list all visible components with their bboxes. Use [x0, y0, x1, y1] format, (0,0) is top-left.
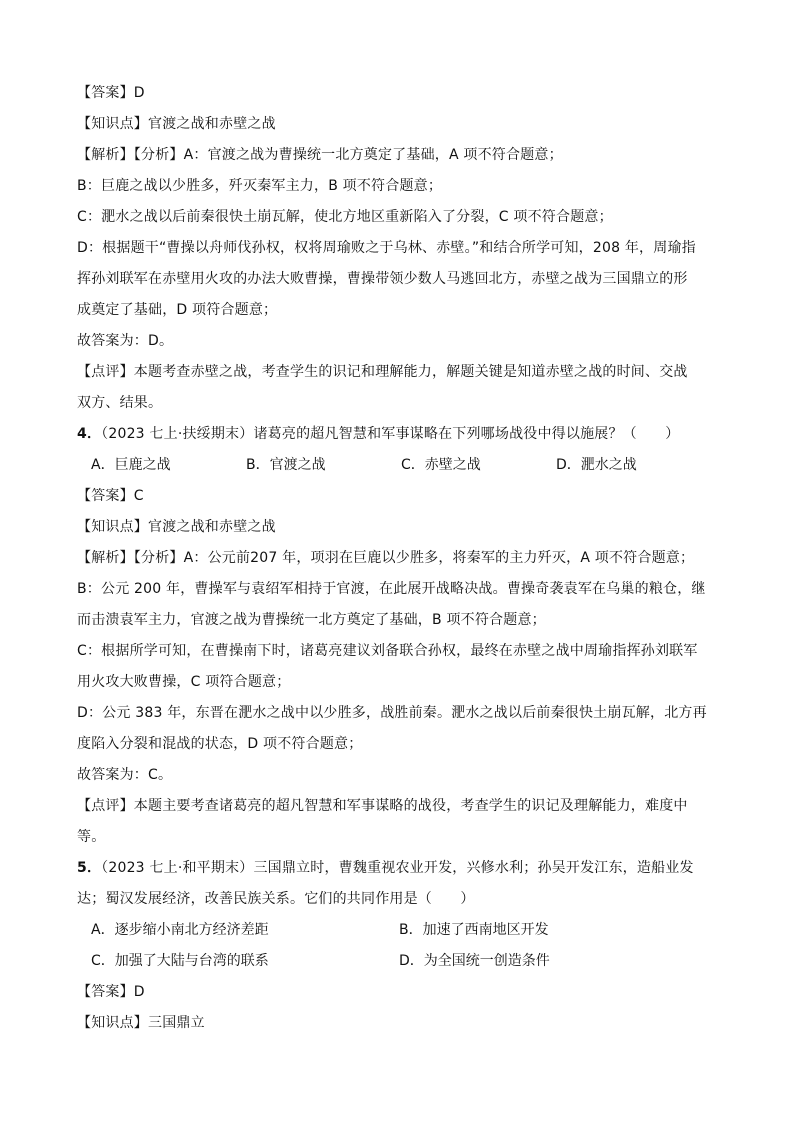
q4-analysis-b-line1: B：公元 200 年，曹操军与袁绍军相持于官渡，在此展开战略决战。曹操奇袭袁军在乌巢的粮仓，继: [77, 581, 706, 597]
q3-analysis-a: 【解析】【分析】A：官渡之战为曹操统一北方奠定了基础，A 项不符合题意；: [77, 147, 563, 163]
q4-stem: [77, 419, 717, 450]
q4-knowledge-point: 【知识点】官渡之战和赤壁之战: [77, 519, 276, 535]
q4-options: [77, 450, 717, 481]
q4-stem-text: （2023 七上·扶绥期末）诸葛亮的超凡智慧和军事谋略在下列哪场战役中得以施展？（ ）: [101, 426, 680, 442]
q4-option-c: C．赤壁之战: [401, 457, 481, 473]
q5-option-c: C．加强了大陆与台湾的联系: [91, 953, 269, 969]
document-page: [77, 78, 717, 1039]
q5-stem-line2: 达；蜀汉发展经济，改善民族关系。它们的共同作用是（ ）: [77, 891, 475, 907]
q5-answer: 【答案】D: [77, 984, 145, 1000]
q3-analysis-d-line2: 挥孙刘联军在赤壁用火攻的办法大败曹操，曹操带领少数人马逃回北方，赤壁之战为三国鼎立的形: [77, 271, 688, 287]
q3-comment-line2: 双方、结果。: [77, 395, 163, 411]
q3-conclusion: 故答案为：D。: [77, 333, 174, 349]
q3-answer: 【答案】D: [77, 85, 145, 101]
q3-analysis-d-line3: 成奠定了基础，D 项符合题意；: [77, 302, 278, 318]
q3-comment-line1: 【点评】本题考查赤壁之战，考查学生的识记和理解能力，解题关键是知道赤壁之战的时间、交战: [77, 364, 688, 380]
q4-option-a: A．巨鹿之战: [91, 457, 171, 473]
q5-option-b: B．加速了西南地区开发: [399, 922, 549, 938]
q4-comment-line1: 【点评】本题主要考查诸葛亮的超凡智慧和军事谋略的战役，考查学生的识记及理解能力，难度中: [77, 798, 688, 814]
q4-analysis-b-line2: 而击溃袁军主力，官渡之战为曹操统一北方奠定了基础，B 项不符合题意；: [77, 612, 546, 628]
q4-analysis-c-line1: C：根据所学可知，在曹操南下时，诸葛亮建议刘备联合孙权，最终在赤壁之战中周瑜指挥孙刘联军: [77, 643, 698, 659]
q4-option-d: D．淝水之战: [556, 457, 637, 473]
q5-stem-line1: [77, 853, 717, 884]
q4-answer: 【答案】C: [77, 488, 144, 504]
q4-analysis-d-line2: 度陷入分裂和混战的状态，D 项不符合题意；: [77, 736, 363, 752]
q4-analysis-c-line2: 用火攻大败曹操，C 项符合题意；: [77, 674, 291, 690]
q3-knowledge-point: 【知识点】官渡之战和赤壁之战: [77, 116, 276, 132]
q3-analysis-b: B：巨鹿之战以少胜多，歼灭秦军主力，B 项不符合题意；: [77, 178, 443, 194]
q5-option-a: A．逐步缩小南北方经济差距: [91, 922, 269, 938]
q3-analysis-d-line1: D：根据题干“曹操以舟师伐孙权，权将周瑜败之于乌林、赤壁。”和结合所学可知，208 年，周瑜指: [77, 240, 696, 256]
q5-knowledge-point: 【知识点】三国鼎立: [77, 1015, 205, 1031]
q4-number: 4．: [77, 426, 102, 442]
q4-comment-line2: 等。: [77, 829, 106, 845]
q5-options-row1: [77, 915, 717, 946]
q5-option-d: D．为全国统一创造条件: [399, 953, 550, 969]
q5-stem-text: （2023 七上·和平期末）三国鼎立时，曹魏重视农业开发，兴修水利；孙吴开发江东，造船业发: [101, 860, 694, 876]
q4-option-b: B．官渡之战: [246, 457, 326, 473]
q5-number: 5．: [77, 860, 102, 876]
q4-analysis-d-line1: D：公元 383 年，东晋在淝水之战中以少胜多，战胜前秦。淝水之战以后前秦很快土崩瓦解，北方再: [77, 705, 707, 721]
q5-options-row2: [77, 946, 717, 977]
q4-analysis-a: 【解析】【分析】A：公元前207 年，项羽在巨鹿以少胜多，将秦军的主力歼灭，A 项不符合题意；: [77, 550, 695, 566]
q3-analysis-c: C：淝水之战以后前秦很快土崩瓦解，使北方地区重新陷入了分裂，C 项不符合题意；: [77, 209, 613, 225]
q4-conclusion: 故答案为：C。: [77, 767, 173, 783]
